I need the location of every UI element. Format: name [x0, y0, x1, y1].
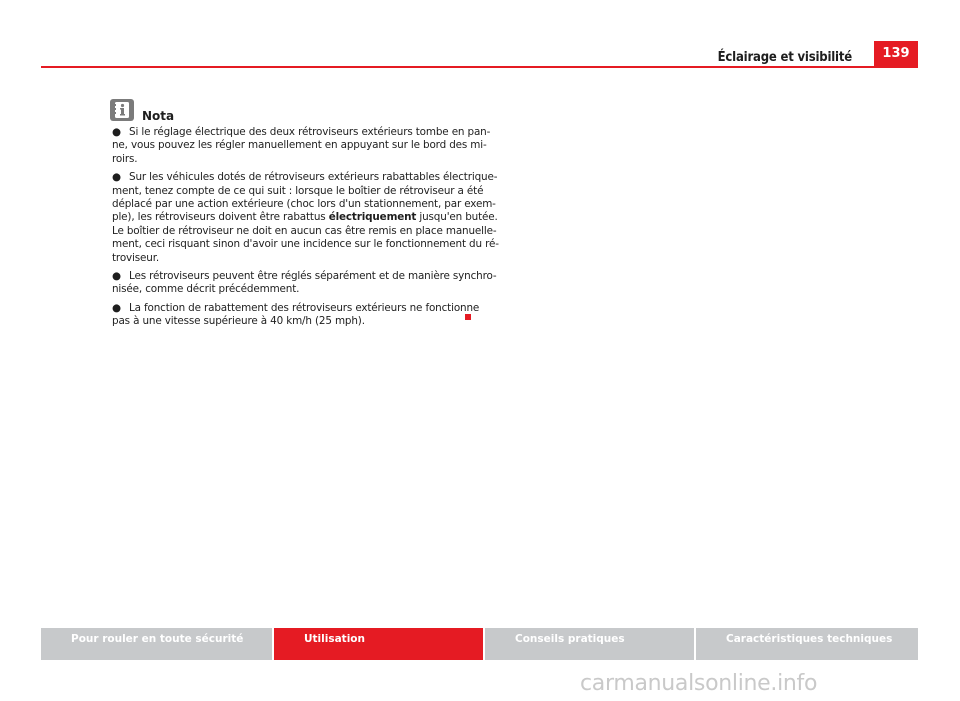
page-number: 139 — [874, 41, 918, 66]
text-line: ● Sur les véhicules dotés de rétroviseurs extérieurs rabattables électrique- — [112, 171, 498, 184]
text-line: ment, tenez compte de ce qui suit : lorsque le boîtier de rétroviseur a été — [112, 184, 484, 197]
note-paragraph — [112, 126, 491, 166]
tab-caracteristiques-techniques[interactable]: Caractéristiques techniques — [694, 628, 918, 660]
text-line: déplacé par une action extérieure (choc lors d'un stationnement, par exem- — [112, 198, 496, 211]
note-paragraph — [112, 301, 480, 329]
bullet: ● — [112, 171, 121, 184]
text-line: ne, vous pouvez les régler manuellement en appuyant sur le bord des mi- — [112, 139, 487, 152]
bold-term: électriquement — [328, 211, 417, 224]
text-line: pas à une vitesse supérieure à 40 km/h (25 mph). — [112, 315, 365, 328]
note-content — [112, 126, 499, 334]
text-line: ment, ceci risquant sinon d'avoir une incidence sur le fonctionnement du ré- — [112, 238, 499, 251]
bullet: ● — [112, 126, 121, 138]
bullet: ● — [112, 270, 121, 283]
text-line: ● La fonction de rabattement des rétroviseurs extérieurs ne fonctionne — [112, 301, 480, 314]
header-divider — [41, 66, 918, 68]
info-note-icon — [110, 99, 134, 121]
text-line: ● Les rétroviseurs peuvent être réglés séparément et de manière synchro- — [112, 270, 497, 283]
watermark: carmanualsonline.info — [580, 671, 818, 696]
note-paragraph — [112, 171, 499, 265]
text-line: roirs. — [112, 152, 138, 165]
note-paragraph — [112, 270, 497, 297]
tab-conseils-pratiques[interactable]: Conseils pratiques — [483, 628, 694, 660]
text-line: Le boîtier de rétroviseur ne doit en aucun cas être remis en place manuelle- — [112, 224, 497, 237]
text-line: ple), les rétroviseurs doivent être rabattus électriquement jusqu'en butée. — [112, 211, 498, 224]
tab-pour-rouler-en-toute-securite[interactable]: Pour rouler en toute sécurité — [41, 628, 272, 660]
tab-utilisation[interactable]: Utilisation — [272, 628, 483, 660]
section-title: Éclairage et visibilité — [717, 50, 852, 65]
text-line: nisée, comme décrit précédemment. — [112, 283, 300, 296]
text-line: troviseur. — [112, 251, 160, 264]
text-line: ● Si le réglage électrique des deux rétroviseurs extérieurs tombe en pan- — [112, 126, 491, 138]
footer-nav — [41, 628, 918, 660]
section-end-marker — [465, 314, 471, 320]
note-title: Nota — [142, 109, 175, 123]
bullet: ● — [112, 301, 121, 314]
